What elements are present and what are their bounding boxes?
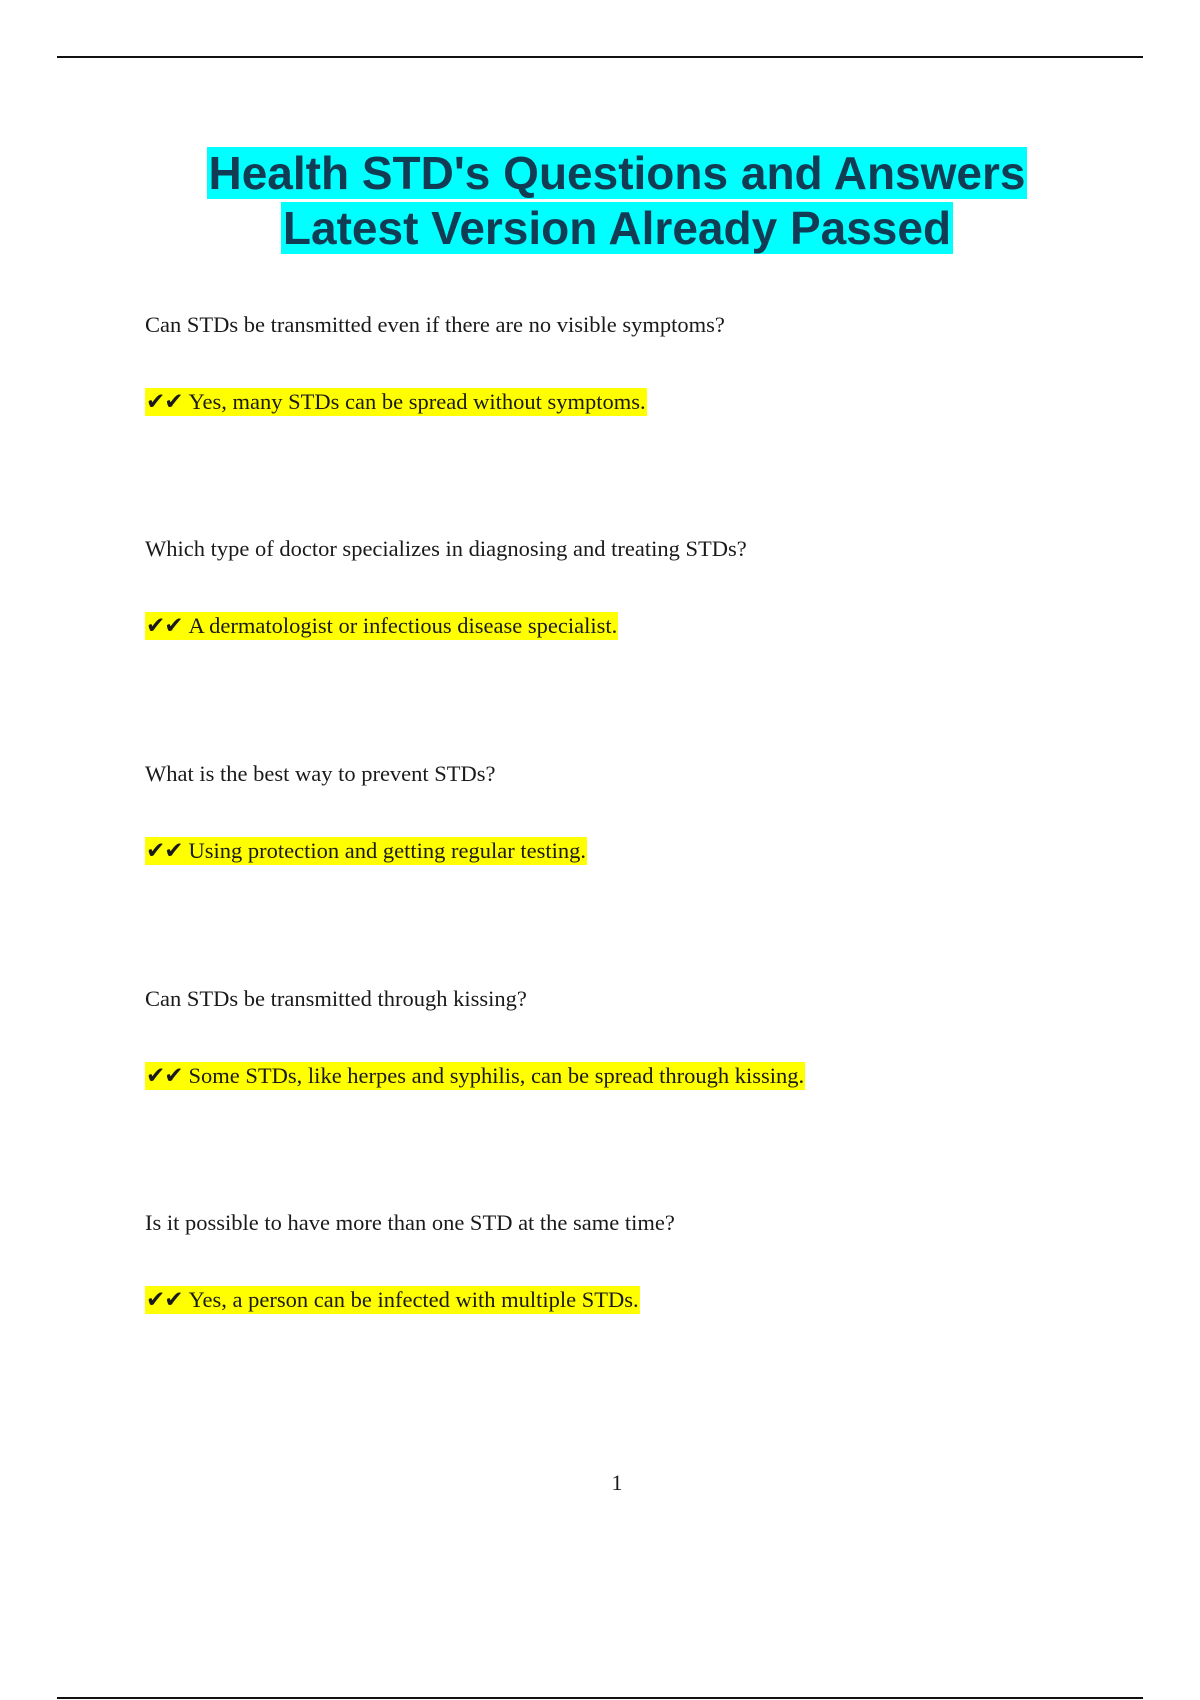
answer-highlight [145,837,587,865]
answer-highlight [145,612,618,640]
check-icon: ✔✔ [146,389,183,415]
question-text: Which type of doctor specializes in diagnosing and treating STDs? [145,536,747,561]
answer-text: Using protection and getting regular testing. [188,838,586,863]
answer-highlight [145,388,647,416]
answer [145,388,1145,416]
question-text: Can STDs be transmitted through kissing? [145,986,527,1011]
answer-text: A dermatologist or infectious disease specialist. [188,613,618,638]
qa-item [145,760,1145,865]
qa-item [145,985,1145,1090]
answer-text: Yes, a person can be infected with multiple STDs. [188,1287,639,1312]
check-icon: ✔✔ [146,613,183,639]
check-icon: ✔✔ [146,1287,183,1313]
footer-rule [57,1697,1143,1699]
qa-item [145,311,1145,416]
check-icon: ✔✔ [146,1063,183,1089]
answer-highlight [145,1062,805,1090]
title-line-2: Latest Version Already Passed [282,202,952,254]
header-rule [57,56,1143,58]
answer-highlight [145,1286,640,1314]
question-text: Can STDs be transmitted even if there are no visible symptoms? [145,312,725,337]
qa-item [145,535,1145,640]
answer [145,1286,1145,1314]
qa-item [145,1209,1145,1314]
check-icon: ✔✔ [146,838,183,864]
answer-text: Some STDs, like herpes and syphilis, can be spread through kissing. [188,1063,805,1088]
title-line-1: Health STD's Questions and Answers [208,147,1026,199]
document-title [0,146,1200,256]
answer [145,612,1145,640]
question-text: What is the best way to prevent STDs? [145,761,496,786]
answer [145,837,1145,865]
answer [145,1062,1145,1090]
page-number: 1 [611,1470,623,1495]
question-text: Is it possible to have more than one STD at the same time? [145,1210,675,1235]
answer-text: Yes, many STDs can be spread without symptoms. [188,389,646,414]
